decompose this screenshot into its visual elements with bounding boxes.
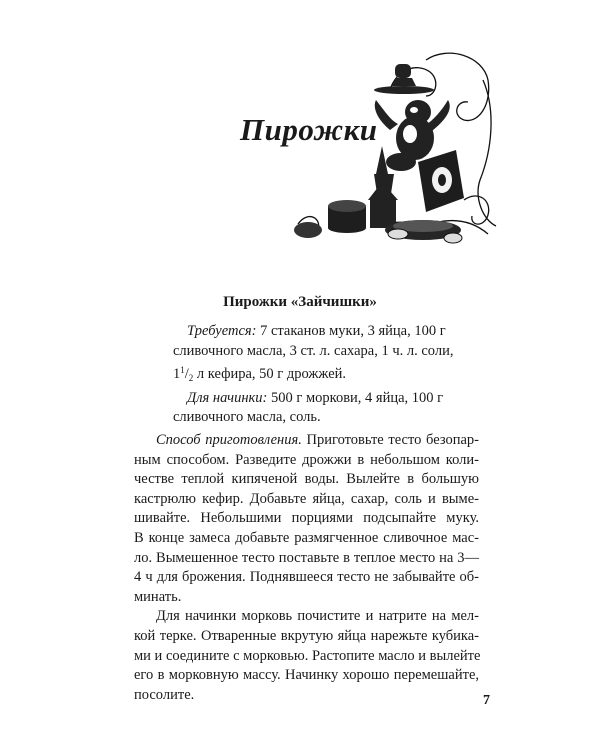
filling-text-2: сливочного масла, соль.	[173, 409, 321, 426]
fraction-whole: 1	[173, 366, 181, 383]
method-line: ным способом. Разведите дрожжи в небольшом коли-	[134, 451, 479, 468]
method-line	[134, 431, 479, 451]
method-line: ло. Вымешенное тесто поставьте в теплое место на 3—	[134, 549, 479, 566]
method-line: кой терке. Отваренные вкрутую яйца нарежьте кубика-	[134, 627, 479, 644]
method-line: 4 ч для брожения. Поднявшееся тесто не забывайте об-	[134, 569, 479, 586]
filling-line	[173, 389, 463, 409]
method-line: Для начинки морковь почистите и натрите на мел-	[156, 608, 479, 625]
method-line: шивайте. Небольшими порциями подсыпайте муку.	[134, 510, 479, 527]
method-line: ми и соедините с морковью. Растопите масло и вылейте	[134, 647, 481, 664]
method-line: честве теплой кипяченой воды. Вылейте в большую	[134, 471, 479, 488]
recipe-title: Пирожки «Зайчишки»	[223, 294, 377, 310]
filling-line	[173, 408, 463, 428]
method-label: Способ приготовления.	[156, 432, 302, 448]
required-text-2: сливочного масла, 3 ст. л. сахара, 1 ч. л. соли,	[173, 342, 454, 359]
required-text-3: л кефира, 50 г дрожжей.	[193, 366, 347, 383]
fraction-numerator: 1	[180, 365, 185, 376]
ingredients-block	[173, 322, 463, 428]
method-text	[134, 431, 479, 705]
filling-text-1: 500 г моркови, 4 яйца, 100 г	[271, 389, 444, 406]
method-line: посолите.	[134, 686, 195, 703]
method-line: минать.	[134, 588, 182, 605]
cherub-vignette-icon	[278, 50, 500, 252]
method-line: кастрюлю кефир. Добавьте яйца, сахар, соль и выме-	[134, 490, 479, 507]
required-line	[173, 322, 463, 342]
required-text-1: 7 стаканов муки, 3 яйца, 100 г	[260, 323, 446, 339]
chapter-title: Пирожки	[240, 112, 378, 147]
required-label: Требуется:	[187, 323, 257, 339]
required-line	[173, 361, 463, 389]
filling-label: Для начинки:	[187, 389, 268, 406]
fraction-denominator: 2	[188, 373, 194, 384]
page-number: 7	[483, 693, 490, 708]
method-line: В конце замеса добавьте размягченное сливочное мас-	[134, 529, 479, 546]
method-line: его в морковную массу. Начинку хорошо перемешайте,	[134, 667, 479, 684]
method-line-1-rest: Приготовьте тесто безопар-	[301, 432, 479, 448]
required-line	[173, 342, 463, 362]
fraction: $1^1/_2$	[173, 365, 194, 384]
